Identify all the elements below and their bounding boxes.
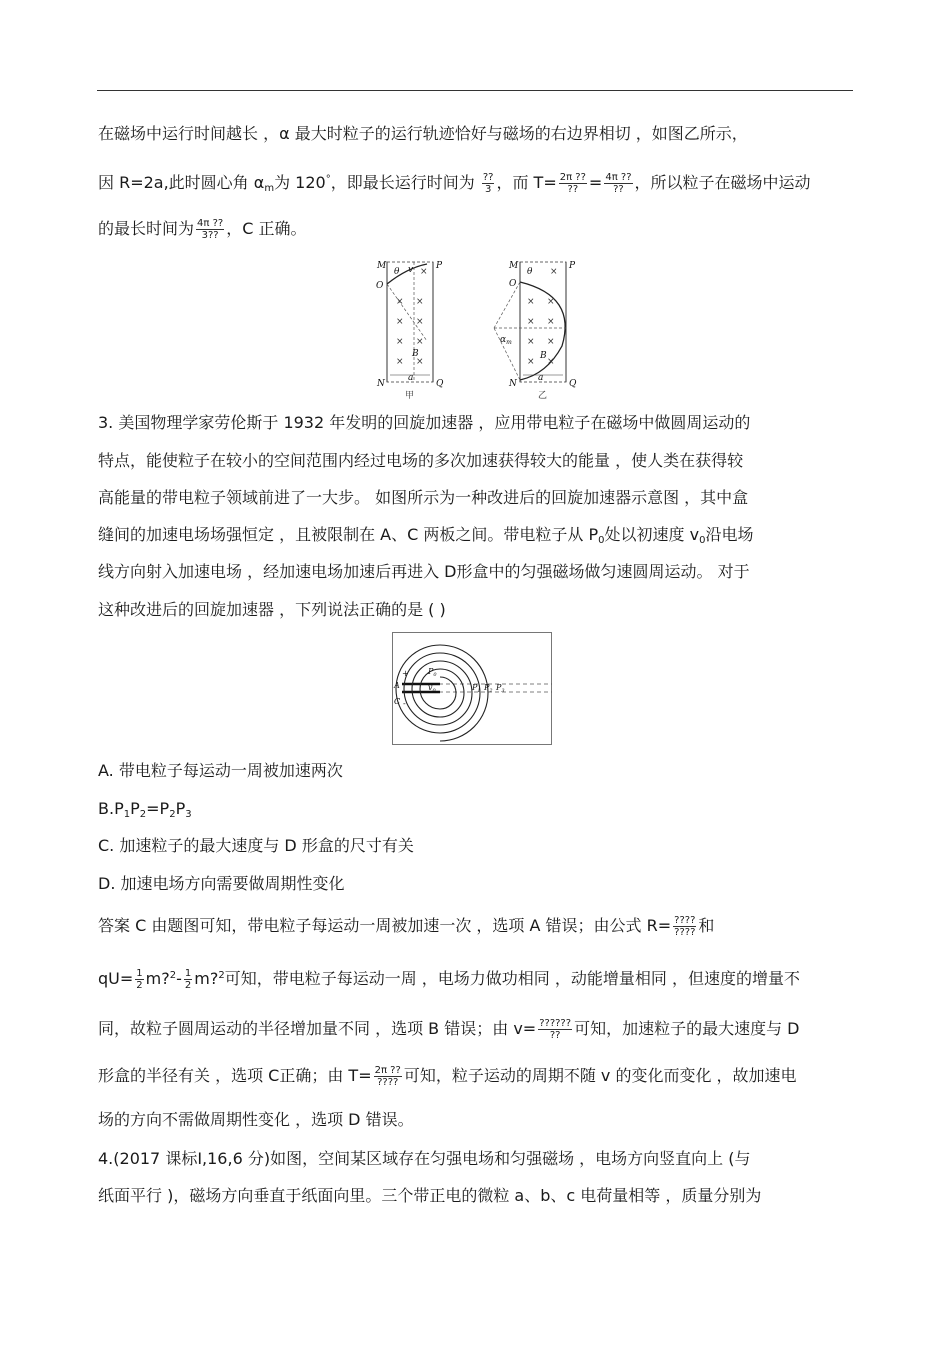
fraction: $\frac{????}{????}$ <box>674 915 696 938</box>
label-a: a <box>538 373 544 383</box>
q3-line2: 特点，能使粒子在较小的空间范围内经过电场的多次加速获得较大的能量 ，使人类在获得较 <box>98 451 744 470</box>
figure-yi <box>494 261 577 401</box>
label-P3: $P_3$ <box>496 683 505 694</box>
fraction: $\frac{??????}{??}$ <box>539 1018 572 1041</box>
header-rule <box>97 90 853 91</box>
option-d: D. 加速电场方向需要做周期性变化 <box>98 874 345 893</box>
caption-yi: 乙 <box>538 391 548 401</box>
svg-text:×: × <box>550 267 558 277</box>
label-P0: $P_0$ <box>428 667 437 678</box>
para1-line1: 在磁场中运行时间越长 ，α 最大时粒子的运行轨迹恰好与磁场的右边界相切 ，如图乙所示， <box>98 124 748 143</box>
label-Q: Q <box>436 379 444 389</box>
label-theta: θ <box>394 267 400 277</box>
svg-text:×: × <box>416 317 424 327</box>
label-B: B <box>412 349 419 359</box>
para1-line3: 的最长时间为 $\frac{4\pi ??}{3??}$ ，C 正确。 <box>98 218 307 241</box>
answer-line1: 答案 C 由题图可知，带电粒子每运动一周被加速一次 ，选项 A 错误；由公式 R= $\frac{????}{????}$ 和 <box>98 915 715 938</box>
label-A: A <box>394 681 400 690</box>
svg-text:×: × <box>547 337 555 347</box>
answer-line2: qU= $\frac{1}{2}$ m?$^2$- $\frac{1}{2}$ m?$^2$可知，带电粒子每运动一周 ，电场力做功相同 ，动能增量相同 ，但速度的增量不 <box>98 968 800 991</box>
cyclotron-figure <box>392 632 552 745</box>
label-M: M <box>377 261 387 271</box>
svg-text:×: × <box>416 357 424 367</box>
label-P2: $P_2$ <box>484 683 493 694</box>
svg-text:×: × <box>527 297 535 307</box>
svg-text:×: × <box>420 267 428 277</box>
svg-text:×: × <box>396 337 404 347</box>
svg-text:×: × <box>527 337 535 347</box>
q3-line1: 3. 美国物理学家劳伦斯于 1932 年发明的回旋加速器 ，应用带电粒子在磁场中做圆周运动的 <box>98 413 751 432</box>
label-a: a <box>408 373 414 383</box>
option-a: A. 带电粒子每运动一周被加速两次 <box>98 761 343 780</box>
option-c: C. 加速粒子的最大速度与 D 形盒的尺寸有关 <box>98 836 414 855</box>
para1-line2: 因 R=2a,此时圆心角 $\alpha_m$为 120°，即最长运行时间为 $\frac{??}{3}$ ，而 T= $\frac{2\pi ??}{??}$ = $\frac{4\pi ??}{??}$ ，所以粒子在磁场中运动 <box>98 172 811 195</box>
q3-line4: 缝间的加速电场场强恒定 ，且被限制在 A、C 两板之间。带电粒子从 $P_0$处以初速度 $v_0$沿电场 <box>98 525 754 546</box>
label-P: P <box>436 261 443 271</box>
svg-text:×: × <box>527 357 535 367</box>
svg-text:×: × <box>396 317 404 327</box>
fraction: $\frac{??}{3}$ <box>482 172 494 195</box>
fraction: $\frac{1}{2}$ <box>184 968 192 991</box>
label-v: v <box>408 265 414 275</box>
svg-text:×: × <box>396 297 404 307</box>
label-N: N <box>509 379 517 389</box>
label-P1: $P_1$ <box>472 683 481 694</box>
magnetic-field-figure <box>372 256 577 402</box>
label-alpha: $\alpha_m$ <box>500 335 512 346</box>
q3-line6: 这种改进后的回旋加速器 ，下列说法正确的是 ( ) <box>98 600 446 619</box>
fraction: $\frac{4\pi ??}{??}$ <box>605 172 632 195</box>
caption-jia: 甲 <box>405 391 415 401</box>
fraction: $\frac{1}{2}$ <box>136 968 143 991</box>
label-Q: Q <box>569 379 577 389</box>
label-P: P <box>569 261 576 271</box>
svg-text:×: × <box>547 357 555 367</box>
label-M: M <box>509 261 519 271</box>
svg-text:×: × <box>396 357 404 367</box>
figure-jia <box>376 261 444 401</box>
svg-text:×: × <box>527 317 535 327</box>
answer-line5: 场的方向不需做周期性变化 ，选项 D 错误。 <box>98 1110 414 1129</box>
label-O: O <box>376 281 384 291</box>
label-plus: + <box>402 669 409 678</box>
answer-line3: 同，故粒子圆周运动的半径增加量不同 ，选项 B 错误；由 v= $\frac{??????}{??}$ 可知，加速粒子的最大速度与 D <box>98 1018 800 1041</box>
q3-line5: 线方向射入加速电场 ，经加速电场加速后再进入 D形盒中的匀强磁场做匀速圆周运动。 对于 <box>98 562 750 581</box>
label-O: O <box>509 279 517 289</box>
fraction: $\frac{2\pi ??}{??}$ <box>559 172 586 195</box>
q3-line3: 高能量的带电粒子领域前进了一大步。 如图所示为一种改进后的回旋加速器示意图 ，其中盒 <box>98 488 749 507</box>
label-theta: θ <box>527 267 533 277</box>
svg-text:×: × <box>547 297 555 307</box>
label-minus: - <box>403 699 406 708</box>
svg-text:×: × <box>416 297 424 307</box>
q4-line1: 4.(2017 课标Ⅰ,16,6 分)如图，空间某区域存在匀强电场和匀强磁场 ，电场方向竖直向上 (与 <box>98 1149 751 1168</box>
label-C: C <box>394 697 401 706</box>
option-b: $B.P_1P_2=P_2P_3$ <box>98 799 192 820</box>
svg-text:×: × <box>547 317 555 327</box>
svg-text:×: × <box>416 337 424 347</box>
fraction: $\frac{2\pi ??}{????}$ <box>374 1065 401 1088</box>
label-v0: $v_0$ <box>428 683 436 694</box>
label-B: B <box>540 351 547 361</box>
q4-line2: 纸面平行 )，磁场方向垂直于纸面向里。三个带正电的微粒 a、b、c 电荷量相等 ，质量分别为 <box>98 1186 762 1205</box>
answer-line4: 形盒的半径有关 ，选项 C正确；由 T= $\frac{2\pi ??}{????}$ 可知，粒子运动的周期不随 v 的变化而变化 ，故加速电 <box>98 1065 797 1088</box>
fraction: $\frac{4\pi ??}{3??}$ <box>197 218 224 241</box>
label-N: N <box>377 379 385 389</box>
